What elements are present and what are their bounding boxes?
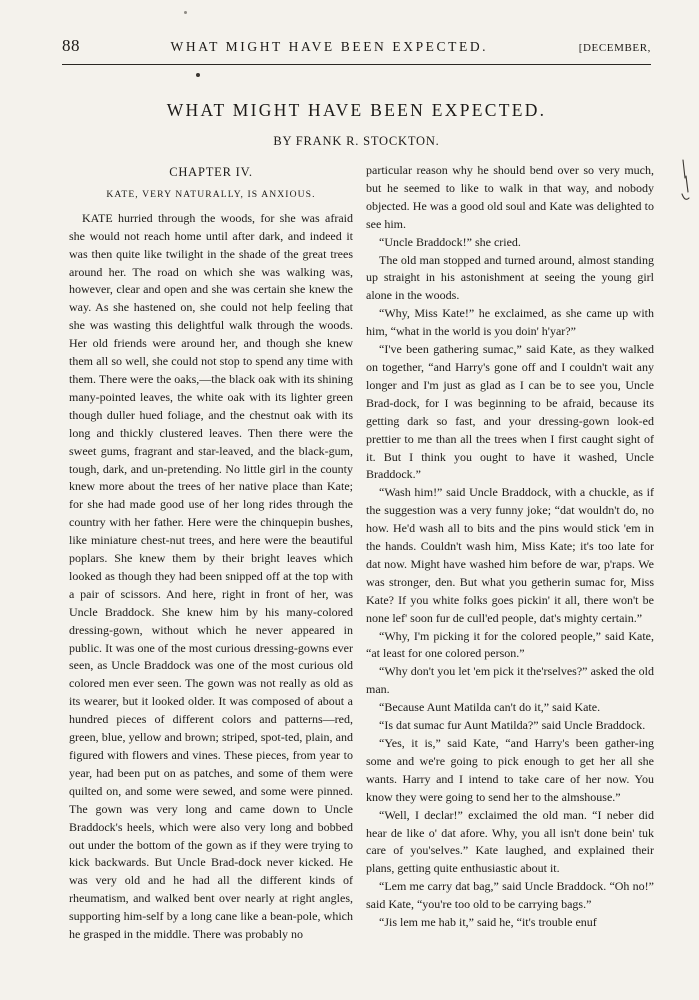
running-head xyxy=(62,36,651,62)
byline: BY FRANK R. STOCKTON. xyxy=(273,134,440,148)
paragraph: “Wash him!” said Uncle Braddock, with a chuckle, as if the suggestion was a very funny joke; “dat wouldn't do, no how. He'd wash all to bits and the pins would stick 'em in the hands. Couldn't wash him, Miss Kate; it's too late for dat now. Might have washed him before de war, p'raps. We was stronger, den. But what you getherin sumac for, Miss Kate? If you white folks goes pickin' it all, there won't be none lef' soon fur de cull'ed people, dat's mighty certain.” xyxy=(366,485,654,625)
right-column xyxy=(366,162,654,932)
running-month: [DECEMBER, xyxy=(578,42,651,54)
left-column xyxy=(69,160,353,944)
header-rule xyxy=(62,64,651,65)
page-number: 88 xyxy=(62,36,80,55)
paragraph: “Well, I declar!” exclaimed the old man. “I neber did hear de like o' dat afore. Why, you all isn't done bein' tuk care of you'selves.” Kate laughed, and explained their plans, getting quite enthusiastic about it. xyxy=(366,807,654,876)
article-title: WHAT MIGHT HAVE BEEN EXPECTED. xyxy=(166,100,547,120)
paragraph: “Why don't you let 'em pick it the'rselves?” asked the old man. xyxy=(366,664,654,697)
paragraph: “Why, Miss Kate!” he exclaimed, as she came up with him, “what in the world is you doin' h'yar?” xyxy=(366,306,654,339)
ink-speck xyxy=(184,11,187,14)
chapter-subtitle: KATE, VERY NATURALLY, IS ANXIOUS. xyxy=(106,188,316,200)
paragraph: “Yes, it is,” said Kate, “and Harry's been gather-ing some and we're going to pick enough to get her all she wants. Harry and I intend to take care of her now. You know they were going to send her to the almshouse.” xyxy=(366,736,654,804)
ink-speck xyxy=(196,73,200,77)
paragraph: particular reason why he should bend over so very much, but he seemed to like to walk in that way, and nobody objected. He was a good old soul and Kate was delighted to see him. xyxy=(366,163,654,231)
paragraph: “Lem me carry dat bag,” said Uncle Braddock. “Oh no!” said Kate, “you're too old to be carrying bags.” xyxy=(366,879,654,912)
paragraph: The old man stopped and turned around, almost standing up straight in his astonishment at seeing the young girl alone in the woods. xyxy=(366,252,654,303)
paragraph: “Jis lem me hab it,” said he, “it's trouble enuf xyxy=(379,915,597,930)
paragraph: “Why, I'm picking it for the colored people,” said Kate, “at least for one colored person.” xyxy=(366,628,654,661)
paragraph: “Is dat sumac fur Aunt Matilda?” said Uncle Braddock. xyxy=(379,718,646,733)
paragraph: “I've been gathering sumac,” said Kate, as they walked on together, “and Harry's gone off and I couldn't wait any longer and I'm just as glad as I can be to see you, Uncle Brad-dock, for I was beginning to be afraid, because its getting dark so fast, and your dressing-gown look-ed prettier to me than all the trees when I first caught sight of it. But I think you ought to have it washed, Uncle Braddock.” xyxy=(366,342,654,482)
chapter-heading: CHAPTER IV. xyxy=(169,165,253,179)
paragraph: “Uncle Braddock!” she cried. xyxy=(379,234,521,249)
paragraph: KATE hurried through the woods, for she was afraid she would not reach home until after dark, and indeed it was then quite like twilight in the shade of the great trees around her. The road on which she was walking was, however, clear and open and she was certain she knew the way. As she hastened on, she could not help feeling that she was wasting this delightful walk through the woods. Her old friends were around her, and though she knew them all so well, she could not stop to spend any time with them. There were the oaks,—the black oak with its shining many-pointed leaves, the white oak with its lighter green though duller hued foliage, and the chestnut oak with its long and thickly clustered leaves. Then there were the sweet gums, fragrant and star-leaved, and the black-gum, tough, dark, and un-pretending. No little girl in the county knew more about the trees of her native place than Kate; for she had made good use of her long rides through the country with her father. Here were the chinquepin bushes, like miniature chest-nut trees, and here were the beautiful poplars. She knew them by their bright leaves which looked as though they had been snipped off at the top with a pair of scissors. And here, right in front of her, was Uncle Braddock. She knew him by his many-colored dressing-gown, without which he never appeared in public. It was one of the most curious dressing-gowns ever seen, as Uncle Braddock was one of the most curious old colored men ever seen. The gown was not really as old as its wearer, but it looked older. It was composed of about a hundred pieces of different colors and patterns—red, green, blue, yellow and brown; striped, spot-ted, plain, and figured with flowers and vines. These pieces, from year to year, had been put on as patches, and some of them were quilted on, and some were sewed, and some were pinned. The gown was very long and came down to Uncle Braddock's heels, which were also very long and bobbed out under the bottom of the gown as if they were trying to kick backwards. But Uncle Brad-dock never kicked. He was very old and he had all the different kinds of rheumatism, and walked bent over nearly at right angles, supporting him-self by a long cane like a bean-pole, which he grasped in the middle. There was probably no xyxy=(69,210,353,942)
paragraph: “Because Aunt Matilda can't do it,” said Kate. xyxy=(379,700,601,715)
running-title: WHAT MIGHT HAVE BEEN EXPECTED. xyxy=(170,39,489,54)
pencil-mark xyxy=(679,158,693,208)
